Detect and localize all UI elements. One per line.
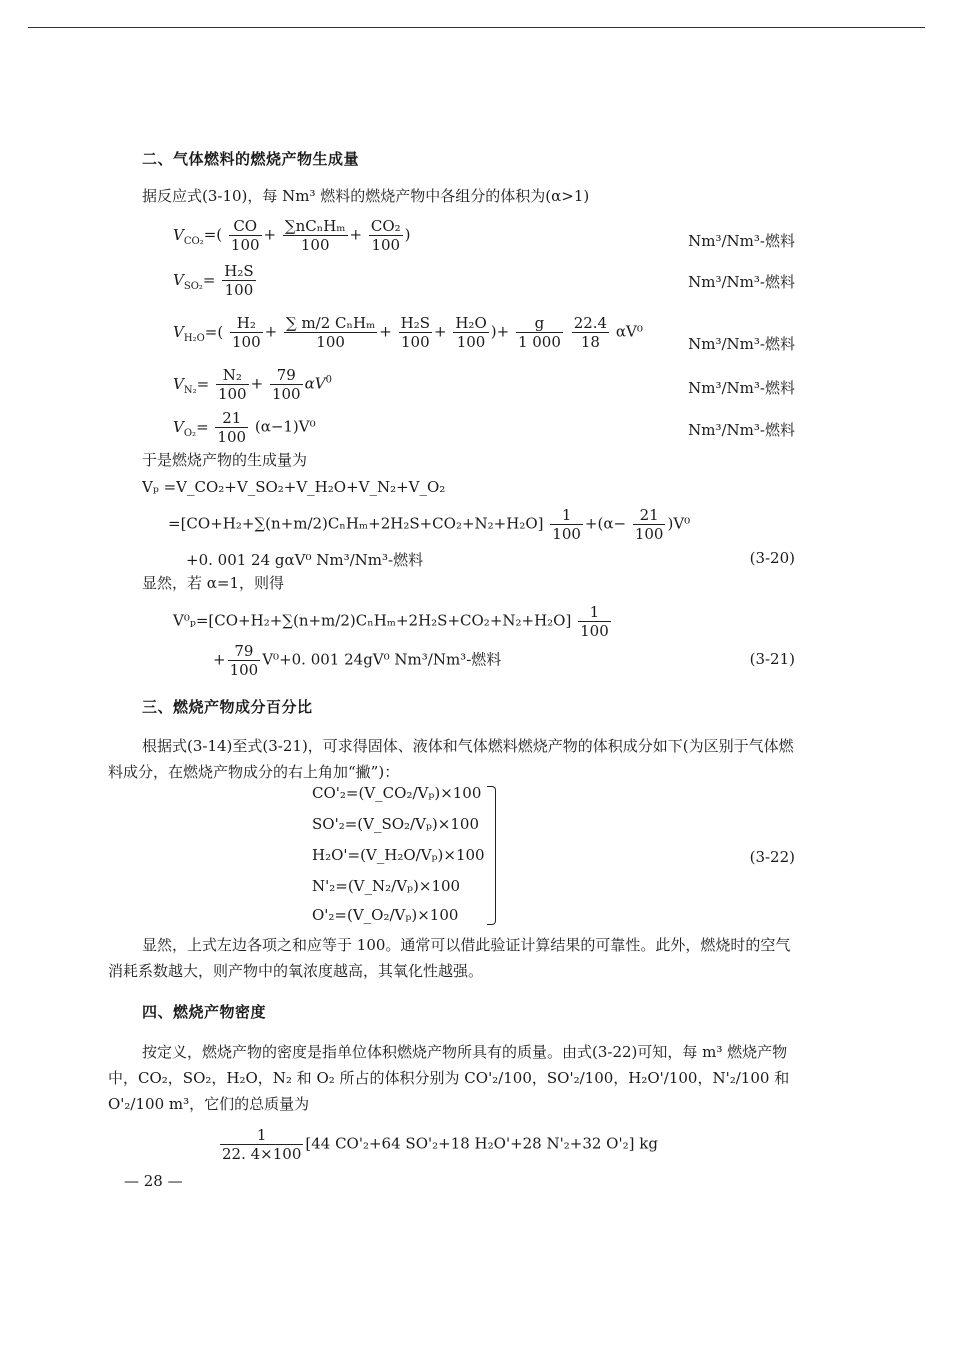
section-2-title: 二、气体燃料的燃烧产物生成量 <box>142 150 360 168</box>
formula-mass: $\frac{1}{22. 4\times 100}$ [44 CO'₂+64 SO'₂+18 H₂O'+28 N'₂+32 O'₂] kg <box>222 1126 658 1163</box>
section-4-title: 四、燃烧产物密度 <box>142 1003 267 1021</box>
pct-co2: CO'₂=(V_CO₂/Vₚ)×100 <box>312 784 482 802</box>
top-rule <box>28 27 925 28</box>
formula-v-o2: $V_{O_2}=$ $\frac{21}{100}$ (α−1)V⁰ <box>173 409 316 446</box>
unit-v-h2o: Nm³/Nm³-燃料 <box>688 335 795 353</box>
equation-number-3-20: (3-20) <box>749 549 795 567</box>
page-number: — 28 — <box>124 1172 183 1190</box>
section-3-title: 三、燃烧产物成分百分比 <box>142 698 313 716</box>
formula-v-h2o: $V_{H_2O}=$( $\frac{\text{H₂}}{100}$ + $\frac{\text{∑ m/2 CₙHₘ}}{100}$ + $\frac{\text{H₂S}}{100}$ + $\frac{\text{H₂O}}{100}$ )+ $\frac{g}{1 000}$ $\frac{22.4}{18}$ αV⁰ <box>173 314 643 351</box>
formula-vp0-2: + $\frac{79}{100}$ V⁰+0. 001 24gV⁰ Nm³/Nm³-燃料 <box>213 642 502 679</box>
unit-v-co2: Nm³/Nm³-燃料 <box>688 232 795 250</box>
pct-o2: O'₂=(V_O₂/Vₚ)×100 <box>312 906 459 924</box>
equation-number-3-21: (3-21) <box>749 650 795 668</box>
right-brace <box>487 786 496 925</box>
formula-vp-2: =[CO+H₂+∑(n+m/2)CₙHₘ+2H₂S+CO₂+N₂+H₂O] $\frac{1}{100}$ +(α− $\frac{21}{100}$ )V⁰ <box>168 506 691 543</box>
equation-number-3-22: (3-22) <box>749 848 795 866</box>
pct-so2: SO'₂=(V_SO₂/Vₚ)×100 <box>312 815 479 833</box>
section-4-paragraph: 按定义，燃烧产物的密度是指单位体积燃烧产物所具有的质量。由式(3-22)可知，每 m³ 燃烧产物中，CO₂，SO₂，H₂O，N₂ 和 O₂ 所占的体积分别为 CO'₂/100，SO'₂/100，H₂O'/100，N'₂/100 和 O'₂/100 m³，它们的总质量为 <box>108 1043 790 1113</box>
obviously-line: 显然，若 α=1，则得 <box>142 574 285 592</box>
unit-v-so2: Nm³/Nm³-燃料 <box>688 273 795 291</box>
section-3-paragraph-2: 显然，上式左边各项之和应等于 100。通常可以借此验证计算结果的可靠性。此外，燃烧时的空气消耗系数越大，则产物中的氧浓度越高，其氧化性越强。 <box>108 936 791 980</box>
pct-n2: N'₂=(V_N₂/Vₚ)×100 <box>312 877 461 895</box>
unit-v-o2: Nm³/Nm³-燃料 <box>688 421 795 439</box>
formula-v-n2: $V_{N_2}=$ $\frac{\text{N₂}}{100}$ + $\frac{79}{100}$ $\alpha V^0$ <box>173 366 332 403</box>
formula-vp0: V⁰ₚ=[CO+H₂+∑(n+m/2)CₙHₘ+2H₂S+CO₂+N₂+H₂O] $\frac{1}{100}$ <box>173 603 609 640</box>
yield-line: 于是燃烧产物的生成量为 <box>142 451 308 469</box>
section-2-intro: 据反应式(3-10)，每 Nm³ 燃料的燃烧产物中各组分的体积为(α>1) <box>142 187 590 205</box>
formula-vp: Vₚ =V_CO₂+V_SO₂+V_H₂O+V_N₂+V_O₂ <box>142 478 446 496</box>
unit-v-n2: Nm³/Nm³-燃料 <box>688 379 795 397</box>
formula-vp-3: +0. 001 24 gαV⁰ Nm³/Nm³-燃料 <box>186 551 424 569</box>
section-3-paragraph: 根据式(3-14)至式(3-21)，可求得固体、液体和气体燃料燃烧产物的体积成分如下(为区别于气体燃料成分，在燃烧产物成分的右上角加“撇”)： <box>108 737 794 781</box>
formula-v-so2: $V_{SO_2}=$ $\frac{\text{H₂S}}{100}$ <box>173 262 254 299</box>
formula-v-co2: $V_{CO_2}=$( $\frac{CO}{100}$ + $\frac{\text{∑nCₙHₘ}}{100}$ + $\frac{\text{CO₂}}{100}$ ) <box>173 217 411 254</box>
pct-h2o: H₂O'=(V_H₂O/Vₚ)×100 <box>312 846 485 864</box>
